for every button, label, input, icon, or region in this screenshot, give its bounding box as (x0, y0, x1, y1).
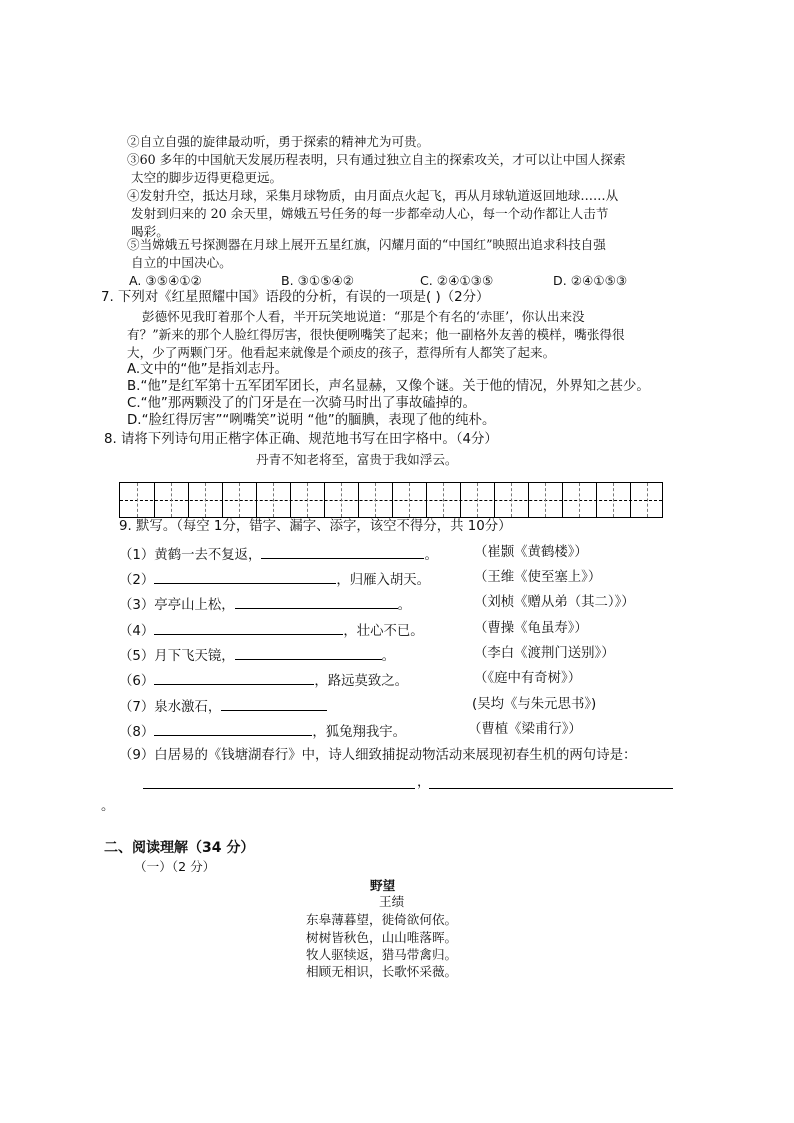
q9-item-4-blank[interactable] (154, 620, 343, 635)
q7-stem: 7. 下列对《红星照耀中国》语段的分析，有误的一项是( )（2分） (101, 290, 490, 305)
grid-center-dash (375, 483, 376, 517)
q9-item-2-pre: （2） (119, 573, 155, 588)
q9-item-5-pre: （5）月下飞天镜， (119, 649, 235, 664)
q9-item-1-post: 。 (424, 548, 438, 563)
grid-cell-divider (528, 483, 529, 517)
grid-center-dash (171, 483, 172, 517)
q9-item-3-source: （刘桢《赠从弟（其二）》） (474, 595, 635, 610)
q9-item-1-source: （崔颢《黄鹤楼》） (474, 545, 588, 560)
q9-item-7 (119, 696, 327, 717)
grid-cell-divider (392, 483, 393, 517)
q9-item-8-source: （曹植《梁甫行》） (468, 722, 582, 737)
q9-stem: 9. 默写。（每空 1分，错字、漏字、添字，该空不得分，共 10分） (119, 519, 512, 534)
q9-item-8-pre: （8） (119, 725, 155, 740)
grid-center-dash (341, 483, 342, 517)
q7-option-d: D.“脸红得厉害”“咧嘴笑”说明 “他”的腼腆，表现了他的纯朴。 (127, 413, 496, 428)
q6-item-3-line2: 太空的脚步迈得更稳更远。 (131, 170, 283, 185)
grid-center-dash (613, 483, 614, 517)
poem-line-4: 相顾无相识，长歌怀采薇。 (306, 964, 458, 979)
grid-cell-divider (188, 483, 189, 517)
q6-item-5-line1: ⑤当嫦娥五号探测器在月球上展开五星红旗，闪耀月面的“中国红”映照出追求科技自强 (127, 237, 606, 252)
poem-author: 王绩 (379, 894, 405, 909)
q9-item-6-blank[interactable] (154, 670, 314, 685)
q9-item-9-period: 。 (101, 799, 115, 814)
section-2-heading: 二、阅读理解（34 分） (104, 840, 255, 856)
q6-item-4-line2: 发射到归来的 20 余天里，嫦娥五号任务的每一步都牵动人心，每一个动作都让人击节 (131, 206, 609, 221)
q9-item-5-source: （李白《渡荆门送别》） (474, 646, 615, 661)
poem-line-1: 东皋薄暮望，徙倚欲何依。 (306, 912, 458, 927)
grid-cell-divider (290, 483, 291, 517)
grid-center-dash (409, 483, 410, 517)
q9-item-6-pre: （6） (119, 674, 155, 689)
q9-item-9-blank-2[interactable] (429, 774, 673, 789)
q6-item-4-line1: ④发射升空，抵达月球，采集月球物质，由月面点火起飞，再从月球轨道返回地球……从 (127, 188, 619, 203)
tianzige-grid[interactable] (119, 482, 663, 518)
q8-poem-line: 丹青不知老将至，富贵于我如浮云。 (256, 452, 458, 467)
grid-center-dash (443, 483, 444, 517)
q9-item-4-pre: （4） (119, 624, 155, 639)
grid-cell-divider (358, 483, 359, 517)
grid-center-dash (647, 483, 648, 517)
q7-passage-line3: 大，少了两颗门牙。他看起来就像是个顽皮的孩子，惹得所有人都笑了起来。 (127, 345, 556, 360)
q8-stem: 8. 请将下列诗句用正楷字体正确、规范地书写在田字格中。（4分） (104, 432, 498, 447)
q9-item-6-source: （《庭中有奇树》） (474, 671, 582, 686)
q6-choice-a: A. ③⑤④①② (129, 273, 202, 288)
q9-item-2-post: ，归雁入胡天。 (336, 573, 431, 588)
grid-center-dash (137, 483, 138, 517)
q9-item-9-blank-1[interactable] (143, 774, 415, 789)
q9-item-8-post: ，狐兔翔我宇。 (312, 725, 407, 740)
poem-line-2: 树树皆秋色，山山唯落晖。 (306, 930, 458, 945)
grid-cell-divider (562, 483, 563, 517)
q9-item-6-post: ，路远莫致之。 (314, 674, 409, 689)
q9-item-5-post: 。 (381, 649, 396, 664)
q9-item-3-pre: （3）亭亭山上松， (119, 598, 235, 613)
grid-center-dash (477, 483, 478, 517)
q7-option-b: B.“他”是红军第十五军团军团长，声名显赫，又像个谜。关于他的情况，外界知之甚少。 (127, 379, 650, 394)
q9-item-9-comma: ， (417, 775, 431, 790)
section-2-sub: （一）（2 分） (134, 859, 216, 874)
q9-item-7-pre: （7）泉水激石， (119, 700, 222, 715)
q6-choice-c: C. ②④①③⑤ (420, 273, 494, 288)
q9-item-5-blank[interactable] (235, 645, 382, 660)
q9-item-9: （9）白居易的《钱塘湖春行》中，诗人细致捕捉动物活动来展现初春生机的两句诗是： (119, 748, 637, 763)
q9-item-1 (119, 544, 438, 565)
q9-item-7-blank[interactable] (221, 696, 327, 711)
grid-center-dash (239, 483, 240, 517)
grid-cell-divider (256, 483, 257, 517)
grid-center-dash (511, 483, 512, 517)
grid-center-line (120, 500, 662, 501)
q9-item-3-post: 。 (397, 598, 412, 613)
grid-center-dash (273, 483, 274, 517)
poem-line-3: 牧人驱犊返，猎马带禽归。 (306, 947, 458, 962)
grid-cell-divider (324, 483, 325, 517)
grid-cell-divider (596, 483, 597, 517)
q9-item-8 (119, 721, 406, 742)
q7-option-a: A.文中的“他”是指刘志丹。 (127, 362, 288, 377)
q9-item-3-blank[interactable] (235, 594, 398, 609)
q9-item-2 (119, 569, 430, 590)
grid-cell-divider (460, 483, 461, 517)
q9-item-8-blank[interactable] (154, 721, 312, 736)
q6-choice-d: D. ②④①⑤③ (553, 273, 628, 288)
q9-item-1-blank[interactable] (261, 544, 424, 559)
grid-cell-divider (154, 483, 155, 517)
grid-cell-divider (222, 483, 223, 517)
grid-cell-divider (494, 483, 495, 517)
grid-cell-divider (630, 483, 631, 517)
grid-center-dash (205, 483, 206, 517)
q7-passage-line1: 彭德怀见我盯着那个人看，半开玩笑地说道：“那是个有名的‘赤匪’，你认出来没 (142, 309, 585, 324)
q6-item-2: ②自立自强的旋律最动听，勇于探索的精神尤为可贵。 (127, 134, 430, 149)
grid-center-dash (545, 483, 546, 517)
q9-item-4-source: （曹操《龟虽寿》） (474, 621, 588, 636)
q9-item-1-pre: （1）黄鹤一去不复返， (119, 548, 262, 563)
grid-center-dash (307, 483, 308, 517)
q6-choice-b: B. ③①⑤④② (281, 273, 355, 288)
q9-item-2-blank[interactable] (154, 569, 336, 584)
q9-item-4 (119, 620, 424, 641)
q9-item-7-source: (吴均《与朱元思书》) (472, 697, 597, 712)
q6-item-4-line3: 喝彩。 (131, 224, 169, 239)
q9-item-4-post: ，壮心不已。 (343, 624, 424, 639)
q7-passage-line2: 有？”新来的那个人脸红得厉害，很快便咧嘴笑了起来；他一副格外友善的模样，嘴张得很 (127, 327, 625, 342)
grid-center-dash (579, 483, 580, 517)
q6-item-5-line2: 自立的中国决心。 (131, 255, 232, 270)
q9-item-3 (119, 594, 411, 615)
grid-cell-divider (426, 483, 427, 517)
q9-item-6 (119, 670, 408, 691)
poem-title: 野望 (370, 878, 396, 893)
q9-item-5 (119, 645, 395, 666)
q7-option-c: C.“他”那两颗没了的门牙是在一次骑马时出了事故磕掉的。 (127, 396, 476, 411)
q9-item-2-source: （王维《使至塞上》） (474, 570, 602, 585)
q6-item-3-line1: ③60 多年的中国航天发展历程表明，只有通过独立自主的探索攻关，才可以让中国人探索 (127, 152, 626, 167)
